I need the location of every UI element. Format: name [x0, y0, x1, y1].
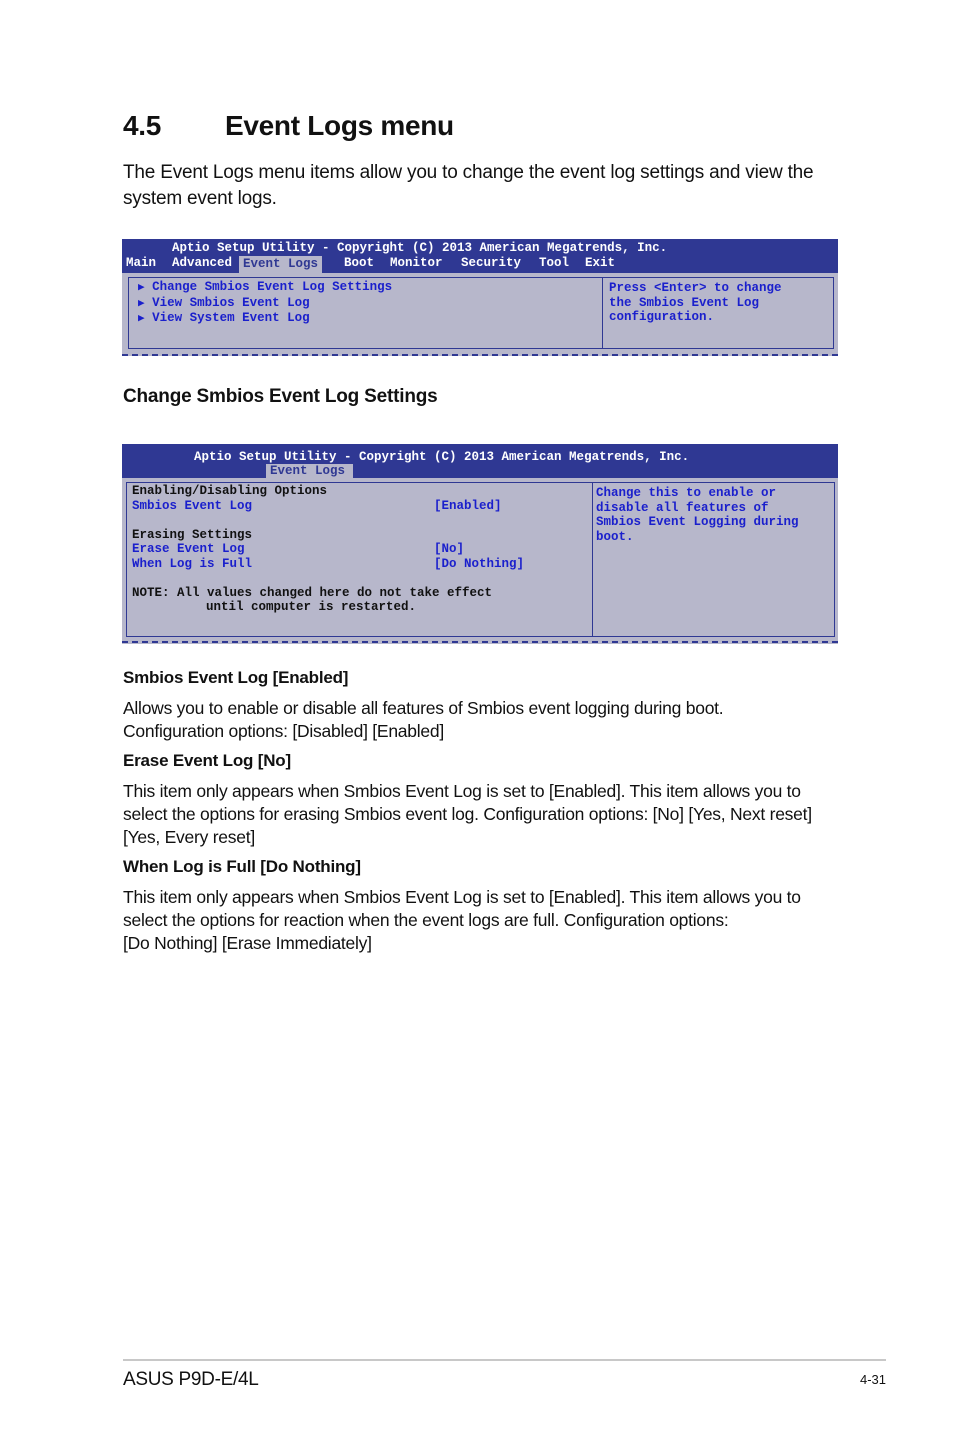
- bios-bottom-border: [122, 641, 838, 643]
- section-intro: The Event Logs menu items allow you to change the event log settings and view the system event logs.: [123, 162, 814, 209]
- help-line: configuration.: [609, 310, 715, 324]
- menu-main[interactable]: Main: [126, 256, 157, 270]
- help-line: Smbios Event Logging during: [596, 515, 799, 529]
- bios-header-bar: [122, 239, 838, 273]
- bios-header-bar: [122, 444, 838, 478]
- bios-title: Aptio Setup Utility - Copyright (C) 2013 American Megatrends, Inc.: [194, 450, 690, 464]
- section-title-text: Event Logs menu: [225, 110, 454, 141]
- help-line: disable all features of: [596, 500, 769, 515]
- note-text: until computer is restarted.: [206, 600, 417, 614]
- setting-value[interactable]: [No]: [434, 542, 465, 556]
- text-line: This item only appears when Smbios Event Log is set to [Enabled]. This item allows you to select the options for reaction when the event logs are full. Configuration options:: [123, 887, 801, 930]
- group-label: Erasing Settings: [132, 527, 253, 542]
- group-label: Enabling/Disabling Options: [132, 484, 328, 498]
- item-text-smbios: [123, 697, 843, 743]
- text-line: Allows you to enable or disable all features of Smbios event logging during boot.: [123, 698, 724, 718]
- menu-exit[interactable]: Exit: [585, 256, 616, 270]
- item-heading-full: When Log is Full [Do Nothing]: [123, 857, 361, 876]
- setting-label: Erase Event Log: [132, 542, 245, 556]
- bios-item-view-system-log[interactable]: [138, 311, 392, 327]
- setting-label: Smbios Event Log: [132, 498, 253, 513]
- setting-label: When Log is Full: [132, 556, 253, 571]
- text-line: [Do Nothing] [Erase Immediately]: [123, 933, 372, 953]
- menu-boot[interactable]: Boot: [344, 256, 375, 270]
- help-line: Change this to enable or: [596, 486, 777, 500]
- item-text-full: [123, 886, 843, 955]
- menu-monitor[interactable]: Monitor: [390, 256, 443, 270]
- item-label: View Smbios Event Log: [152, 295, 310, 310]
- bios-item-change-settings[interactable]: [138, 280, 392, 296]
- submenu-arrow-icon: ▶: [138, 297, 145, 310]
- bios-title: Aptio Setup Utility - Copyright (C) 2013 American Megatrends, Inc.: [172, 241, 668, 255]
- menu-security[interactable]: Security: [461, 256, 522, 270]
- setting-value[interactable]: [Do Nothing]: [434, 556, 525, 571]
- text-line: Configuration options: [Disabled] [Enabled]: [123, 721, 444, 741]
- bios-help-text: [609, 281, 829, 325]
- section-number: 4.5: [123, 110, 162, 141]
- bios-help-text: [596, 486, 836, 544]
- help-line: boot.: [596, 529, 634, 544]
- section-title: [123, 110, 454, 142]
- note-text: NOTE: All values changed here do not take effect: [132, 585, 493, 600]
- bios-screen-smbios-settings: [122, 444, 838, 644]
- item-label: View System Event Log: [152, 311, 310, 325]
- menu-event-logs[interactable]: Event Logs: [239, 256, 322, 273]
- bios-screen-event-logs: [122, 239, 838, 356]
- footer-product-name: ASUS P9D-E/4L: [123, 1369, 259, 1390]
- subsection-title: Change Smbios Event Log Settings: [123, 386, 438, 407]
- menu-tool[interactable]: Tool: [539, 256, 570, 270]
- page-number: 4-31: [859, 1372, 886, 1387]
- bios-panel-divider: [602, 277, 603, 349]
- footer-divider: [123, 1359, 886, 1361]
- help-line: Press <Enter> to change: [609, 281, 782, 295]
- bios-item-view-smbios-log[interactable]: [138, 296, 392, 312]
- item-heading-erase: Erase Event Log [No]: [123, 751, 291, 770]
- bios-panel-divider: [592, 482, 593, 637]
- item-text-erase: This item only appears when Smbios Event Log is set to [Enabled]. This item allows you to select the options for erasing Smbios event log. Configuration options: [No] [Yes, Next reset] [Yes, Every reset]: [123, 781, 812, 847]
- menu-advanced[interactable]: Advanced: [172, 256, 233, 270]
- submenu-arrow-icon: ▶: [138, 282, 145, 294]
- bios-item-list: [138, 280, 392, 327]
- item-label: Change Smbios Event Log Settings: [152, 280, 393, 294]
- help-line: the Smbios Event Log: [609, 295, 760, 310]
- tab-event-logs[interactable]: Event Logs: [266, 464, 353, 479]
- bios-bottom-border: [122, 354, 838, 356]
- submenu-arrow-icon: ▶: [138, 313, 145, 325]
- setting-value[interactable]: [Enabled]: [434, 498, 502, 513]
- item-heading-smbios: Smbios Event Log [Enabled]: [123, 668, 349, 687]
